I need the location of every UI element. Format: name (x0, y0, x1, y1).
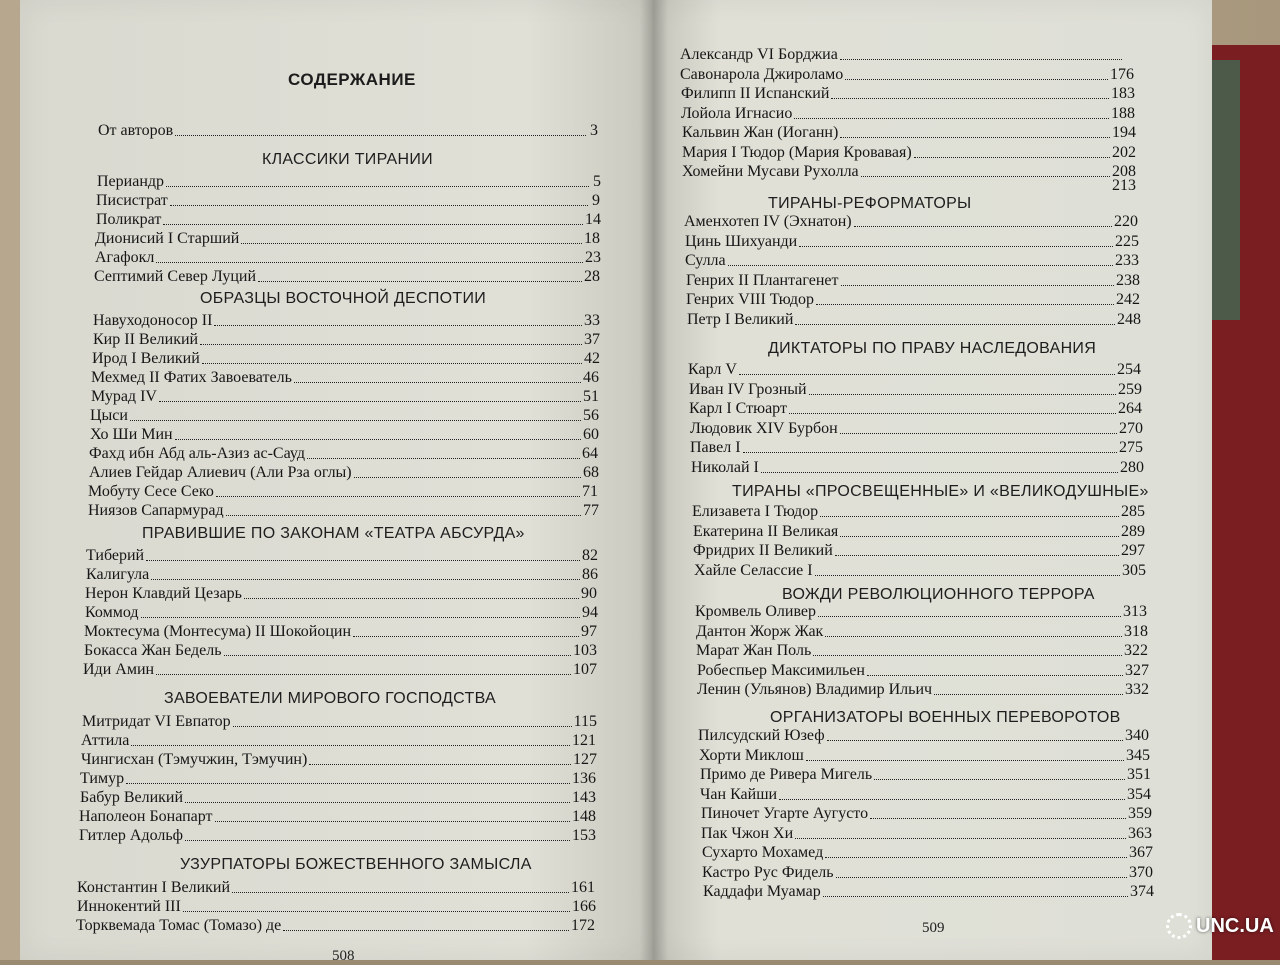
toc-entry-title: Чингисхан (Тэмучжин, Тэмучин) (81, 751, 308, 768)
toc-entry-title: Генрих VIII Тюдор (686, 291, 815, 308)
toc-entry (681, 104, 1135, 123)
toc-entry-page: 367 (1129, 844, 1153, 861)
toc-leader-dots (215, 805, 570, 822)
toc-leader-dots (820, 500, 1119, 517)
toc-entry-page: 213 (1112, 177, 1136, 194)
toc-leader-dots (799, 230, 1113, 247)
toc-entry-title: Примо де Ривера Мигель (700, 766, 873, 783)
toc-entry (703, 882, 1154, 901)
toc-leader-dots (806, 744, 1124, 761)
book-gutter (640, 0, 668, 960)
toc-entry-title: Елизавета I Тюдор (692, 503, 819, 520)
toc-entry-title: Николай I (691, 458, 759, 476)
toc-section-heading: УЗУРПАТОРЫ БОЖЕСТВЕННОГО ЗАМЫСЛА (180, 856, 532, 873)
toc-entry-page: 275 (1119, 439, 1143, 456)
toc-leader-dots (170, 189, 588, 206)
toc-leader-dots (283, 914, 569, 931)
toc-leader-dots (151, 563, 580, 580)
toc-entry-title: Пак Чжон Хи (701, 824, 794, 842)
toc-leader-dots (214, 309, 582, 326)
toc-entry-title: Гитлер Адольф (79, 827, 184, 844)
right-page-number: 509 (922, 920, 945, 936)
toc-entry-page: 68 (583, 464, 599, 481)
toc-entry-page: 363 (1128, 824, 1152, 842)
toc-entry (700, 765, 1151, 784)
toc-entry-title: Кастро Рус Фидель (702, 863, 834, 881)
toc-entry (691, 458, 1144, 477)
toc-section-heading: ПРАВИВШИЕ ПО ЗАКОНАМ «ТЕАТРА АБСУРДА» (142, 525, 525, 542)
toc-entry-page: 127 (573, 751, 597, 768)
toc-entry-page: 242 (1116, 291, 1140, 308)
toc-entry-title: Аттила (81, 732, 130, 749)
toc-leader-dots (224, 639, 571, 656)
toc-entry (702, 843, 1153, 862)
toc-leader-dots (141, 601, 581, 618)
toc-entry (698, 726, 1149, 745)
watermark (1166, 904, 1276, 948)
toc-leader-dots (130, 404, 581, 421)
toc-section-heading: ВОЖДИ РЕВОЛЮЦИОННОГО ТЕРРОРА (782, 586, 1095, 603)
toc-entry-page: 23 (585, 249, 601, 266)
toc-entry (692, 502, 1145, 521)
toc-leader-dots (131, 729, 570, 746)
toc-leader-dots (728, 249, 1113, 266)
toc-entry-page: 183 (1111, 85, 1135, 102)
toc-entry-page: 161 (571, 879, 595, 896)
toc-section-heading: ОРГАНИЗАТОРЫ ВОЕННЫХ ПЕРЕВОРОТОВ (770, 709, 1121, 726)
toc-entry-page: 318 (1124, 622, 1148, 640)
toc-entry-title: Моктесума (Монтесума) II Шокойоцин (84, 623, 352, 640)
toc-entry-title: Поликрат (96, 211, 162, 228)
toc-entry-page: 374 (1130, 883, 1154, 900)
toc-entry-page: 297 (1121, 542, 1145, 559)
toc-entry-page: 238 (1116, 271, 1140, 289)
toc-entry (686, 290, 1140, 309)
toc-entry (693, 541, 1145, 560)
toc-entry (682, 123, 1136, 142)
toc-leader-dots (244, 582, 579, 599)
toc-entry-page: 143 (572, 789, 596, 806)
toc-entry-page: 33 (584, 312, 600, 329)
toc-entry-title: Карл V (688, 361, 737, 378)
toc-entry-page: 64 (582, 445, 598, 462)
toc-entry-title: Хорти Миклош (699, 746, 804, 764)
toc-entry (684, 212, 1138, 231)
toc-leader-dots (353, 620, 579, 637)
toc-leader-dots (840, 520, 1119, 537)
toc-leader-dots (294, 366, 581, 383)
toc-entry-page: 332 (1125, 681, 1149, 698)
toc-entry-page: 148 (572, 808, 596, 825)
toc-entry (79, 826, 596, 845)
toc-entry-title: Иди Амин (83, 661, 155, 678)
toc-leader-dots (825, 841, 1127, 858)
toc-entry (686, 271, 1140, 290)
toc-entry-title: Мурад IV (91, 388, 157, 405)
toc-entry (695, 602, 1147, 621)
toc-leader-dots (861, 160, 1110, 177)
toc-entry-title: Ирод I Великий (92, 350, 200, 367)
toc-entry-page: 136 (572, 770, 596, 787)
toc-entry-page: 172 (571, 917, 595, 934)
toc-leader-dots (816, 288, 1114, 305)
toc-entry (689, 399, 1142, 418)
toc-entry-title: Марат Жан Поль (696, 642, 812, 659)
toc-entry-title: Писистрат (96, 192, 168, 209)
toc-entry-page: 327 (1125, 661, 1149, 679)
toc-leader-dots (126, 767, 570, 784)
toc-entry (700, 785, 1151, 804)
toc-entry-title: Лойола Игнасио (681, 104, 793, 122)
toc-entry (697, 680, 1149, 699)
toc-entry-page: 354 (1127, 785, 1151, 803)
toc-entry (682, 162, 1136, 181)
toc-entry (690, 438, 1143, 457)
toc-entry-title: Чан Кайши (700, 785, 778, 803)
toc-entry-title: Бокасса Жан Бедель (84, 642, 222, 659)
toc-entry-page: 233 (1115, 252, 1139, 269)
toc-entry-page-continuation (1112, 176, 1136, 195)
toc-entry-title: Мобуту Сесе Секо (88, 483, 214, 500)
toc-leader-dots (185, 786, 570, 803)
toc-entry (687, 310, 1141, 329)
toc-entry-page: 270 (1119, 419, 1143, 437)
toc-leader-dots (185, 824, 570, 841)
toc-leader-dots (309, 748, 571, 765)
toc-entry-page: 208 (1112, 163, 1136, 180)
toc-leader-dots (307, 442, 580, 459)
toc-entry-title: Александр VI Борджиа (680, 46, 838, 63)
toc-leader-dots (779, 783, 1125, 800)
toc-entry-title: Мехмед II Фатих Завоеватель (91, 369, 292, 386)
toc-leader-dots (202, 347, 582, 364)
toc-entry-page: 56 (583, 407, 599, 424)
toc-entry-page: 103 (573, 642, 597, 659)
toc-leader-dots (815, 559, 1120, 576)
toc-entry-page: 3 (590, 122, 598, 139)
toc-leader-dots (233, 710, 572, 727)
toc-entry-page: 188 (1111, 104, 1135, 122)
toc-entry (688, 360, 1141, 379)
toc-entry-title: Хайле Селассие I (694, 561, 813, 579)
toc-leader-dots (795, 822, 1126, 839)
toc-entry (689, 380, 1142, 399)
toc-leader-dots (835, 539, 1119, 556)
toc-leader-dots (159, 385, 581, 402)
toc-leader-dots (841, 269, 1114, 286)
toc-entry-page: 340 (1125, 727, 1149, 744)
toc-entry (697, 661, 1149, 680)
toc-entry-title: Ленин (Ульянов) Владимир Ильич (697, 681, 933, 698)
toc-leader-dots (789, 397, 1116, 414)
toc-entry-title: Алиев Гейдар Алиевич (Али Рза оглы) (89, 464, 352, 481)
toc-leader-dots (845, 63, 1108, 80)
toc-entry (76, 916, 595, 935)
toc-entry-page: 94 (582, 604, 598, 621)
toc-entry-page: 37 (584, 331, 600, 348)
toc-entry-title: Савонарола Джироламо (680, 65, 844, 83)
toc-entry-title: Цинь Шихуанди (685, 232, 798, 250)
toc-entry-title: Карл I Стюарт (689, 400, 787, 417)
toc-title: СОДЕРЖАНИЕ (288, 70, 416, 89)
toc-entry-title: Цыси (90, 407, 128, 424)
toc-entry-title: Иннокентий III (77, 898, 181, 915)
toc-leader-dots (934, 678, 1123, 695)
toc-entry (690, 419, 1143, 438)
toc-leader-dots (840, 43, 1122, 60)
toc-entry-title: Калигула (86, 566, 150, 583)
toc-entry-title: Константин I Великий (77, 879, 231, 896)
toc-entry-title: Робеспьер Максимильен (697, 661, 865, 679)
toc-entry-title: Людовик XIV Бурбон (690, 419, 838, 437)
toc-entry-page: 305 (1122, 561, 1146, 579)
toc-leader-dots (795, 308, 1115, 325)
toc-entry-page: 322 (1124, 642, 1148, 659)
toc-entry-page: 42 (584, 350, 600, 367)
toc-leader-dots (258, 265, 582, 282)
toc-leader-dots (867, 659, 1123, 676)
toc-entry-title: Сулла (685, 252, 726, 269)
toc-entry-title: Генрих II Плантагенет (686, 271, 839, 289)
toc-leader-dots (818, 600, 1121, 617)
toc-entry (699, 746, 1150, 765)
toc-entry-title: Периандр (97, 173, 165, 190)
toc-section-heading: ДИКТАТОРЫ ПО ПРАВУ НАСЛЕДОВАНИЯ (768, 340, 1097, 357)
toc-leader-dots (827, 724, 1123, 741)
toc-section-heading: ТИРАНЫ «ПРОСВЕЩЕННЫЕ» И «ВЕЛИКОДУШНЫЕ» (732, 483, 1149, 500)
toc-entry-page: 46 (583, 369, 599, 386)
toc-entry (94, 267, 600, 286)
toc-entry-title: Хо Ши Мин (90, 426, 173, 443)
toc-leader-dots (200, 328, 582, 345)
toc-entry-page: 225 (1115, 232, 1139, 250)
toc-entry-title: Кальвин Жан (Иоганн) (682, 124, 839, 141)
toc-entry-page: 82 (582, 547, 598, 564)
toc-leader-dots (241, 227, 582, 244)
toc-leader-dots (163, 208, 583, 225)
toc-entry-page: 194 (1112, 124, 1136, 141)
watermark-logo-icon (1166, 913, 1192, 939)
toc-entry-page: 248 (1117, 310, 1141, 328)
toc-leader-dots (216, 480, 580, 497)
toc-leader-dots (156, 246, 583, 263)
toc-entry-title: Филипп II Испанский (681, 85, 830, 102)
toc-entry-page: 90 (581, 585, 597, 602)
toc-entry-title: Тимур (80, 770, 125, 787)
toc-leader-dots (825, 620, 1122, 637)
toc-entry-page: 351 (1127, 766, 1151, 783)
toc-entry-page: 202 (1112, 143, 1136, 161)
toc-entry-page: 285 (1121, 503, 1145, 520)
toc-entry-title: Тиберий (86, 547, 145, 564)
toc-leader-dots (831, 82, 1109, 99)
toc-entry (696, 641, 1148, 660)
toc-entry-page: 115 (573, 713, 597, 730)
toc-leader-dots (874, 763, 1125, 780)
toc-entry-title: Пилсудский Юзеф (698, 727, 825, 744)
toc-entry-title: Пиночет Угарте Аугусто (701, 805, 869, 822)
toc-entry-title: От авторов (98, 122, 174, 139)
toc-leader-dots (761, 456, 1118, 473)
toc-leader-dots (813, 639, 1122, 656)
toc-entry-title: Септимий Север Луций (94, 268, 257, 285)
toc-leader-dots (854, 210, 1112, 227)
toc-entry-title: Навуходоносор II (93, 312, 213, 329)
toc-leader-dots (146, 544, 580, 561)
toc-entry-page: 5 (593, 173, 601, 190)
toc-entry-page: 107 (573, 661, 597, 678)
toc-entry-title: Торквемада Томас (Томазо) де (76, 917, 282, 934)
toc-leader-dots (183, 895, 570, 912)
toc-entry-title: Коммод (85, 604, 139, 621)
toc-entry (701, 824, 1152, 843)
toc-entry-title: Бабур Великий (80, 789, 184, 806)
toc-leader-dots (836, 861, 1127, 878)
toc-entry-page: 14 (585, 211, 601, 228)
toc-leader-dots (840, 417, 1117, 434)
toc-entry-page: 176 (1110, 65, 1134, 83)
toc-section-heading: ОБРАЗЦЫ ВОСТОЧНОЙ ДЕСПОТИИ (200, 290, 487, 307)
toc-entry-title: Ниязов Сапармурад (88, 502, 224, 519)
toc-entry (680, 45, 1134, 64)
toc-entry-page: 153 (572, 827, 596, 844)
toc-entry-page: 166 (572, 898, 596, 915)
toc-entry-page: 289 (1121, 522, 1145, 540)
toc-entry (701, 804, 1152, 823)
toc-entry-page: 359 (1128, 805, 1152, 822)
toc-leader-dots (739, 358, 1115, 375)
toc-entry-page: 97 (581, 623, 597, 640)
toc-entry-page: 280 (1120, 458, 1144, 476)
toc-leader-dots (354, 461, 581, 478)
toc-entry-page: 51 (583, 388, 599, 405)
toc-leader-dots (156, 658, 571, 675)
toc-leader-dots (175, 423, 581, 440)
toc-entry-title: Агафокл (95, 249, 155, 266)
toc-entry-page: 86 (582, 566, 598, 583)
toc-entry-title: Сухарто Мохамед (702, 844, 824, 861)
toc-entry (696, 622, 1148, 641)
toc-leader-dots (743, 436, 1117, 453)
toc-entry-title: Наполеон Бонапарт (79, 808, 213, 825)
toc-entry (682, 143, 1136, 162)
toc-leader-dots (870, 802, 1126, 819)
toc-entry-title: Кир II Великий (93, 331, 199, 348)
toc-entry-page: 71 (582, 483, 598, 500)
toc-entry (88, 501, 599, 520)
toc-entry-page: 60 (583, 426, 599, 443)
toc-entry-page: 28 (584, 268, 600, 285)
toc-leader-dots (232, 876, 569, 893)
toc-entry-page: 370 (1129, 863, 1153, 881)
toc-entry-title: Хомейни Мусави Рухолла (682, 163, 859, 180)
toc-entry-title: Дантон Жорж Жак (696, 622, 824, 640)
toc-entry-intro (98, 121, 598, 140)
toc-entry (680, 65, 1134, 84)
toc-entry-page: 121 (572, 732, 596, 749)
toc-leader-dots (809, 378, 1116, 395)
toc-entry-title: Павел I (690, 439, 741, 456)
toc-entry (681, 84, 1135, 103)
watermark-text: UNC.UA (1196, 914, 1274, 937)
toc-entry-page: 18 (584, 230, 600, 247)
toc-leader-dots (226, 499, 581, 516)
toc-entry (693, 522, 1145, 541)
toc-entry (685, 251, 1139, 270)
toc-entry-title: Каддафи Муамар (703, 883, 821, 900)
toc-leader-dots (794, 102, 1109, 119)
toc-entry-title: Мария I Тюдор (Мария Кровавая) (682, 143, 912, 161)
toc-entry (702, 863, 1153, 882)
toc-entry-page: 77 (583, 502, 599, 519)
toc-leader-dots (175, 119, 586, 136)
toc-leader-dots (914, 141, 1110, 158)
toc-entry-page: 9 (592, 192, 600, 209)
toc-leader-dots (840, 121, 1110, 138)
toc-entry-title: Петр I Великий (687, 310, 794, 328)
toc-entry-title: Аменхотеп IV (Эхнатон) (684, 213, 852, 230)
toc-entry-page: 254 (1117, 361, 1141, 378)
toc-entry-title: Дионисий I Старший (95, 230, 240, 247)
toc-entry (694, 561, 1146, 580)
toc-entry-page: 264 (1118, 400, 1142, 417)
toc-section-heading: ТИРАНЫ-РЕФОРМАТОРЫ (768, 195, 972, 212)
left-page-number: 508 (332, 948, 355, 964)
toc-entry-title: Нерон Клавдий Цезарь (85, 585, 242, 602)
toc-entry-page: 345 (1126, 746, 1150, 764)
toc-entry-title: Екатерина II Великая (693, 522, 839, 540)
toc-entry-page: 220 (1114, 213, 1138, 230)
toc-entry (685, 232, 1139, 251)
toc-entry-title: Фахд ибн Абд аль-Азиз ас-Сауд (89, 445, 306, 462)
toc-entry (83, 660, 597, 679)
toc-section-heading: КЛАССИКИ ТИРАНИИ (262, 151, 433, 168)
toc-leader-dots (166, 170, 589, 187)
toc-entry-title: Иван IV Грозный (689, 380, 807, 398)
toc-entry-title: Митридат VI Евпатор (82, 713, 231, 730)
toc-entry-title: Кромвель Оливер (695, 603, 816, 620)
toc-section-heading: ЗАВОЕВАТЕЛИ МИРОВОГО ГОСПОДСТВА (164, 690, 496, 707)
toc-entry-page: 313 (1123, 603, 1147, 620)
toc-entry-page: 259 (1118, 380, 1142, 398)
toc-leader-dots (823, 880, 1128, 897)
toc-entry-title: Фридрих II Великий (693, 542, 833, 559)
